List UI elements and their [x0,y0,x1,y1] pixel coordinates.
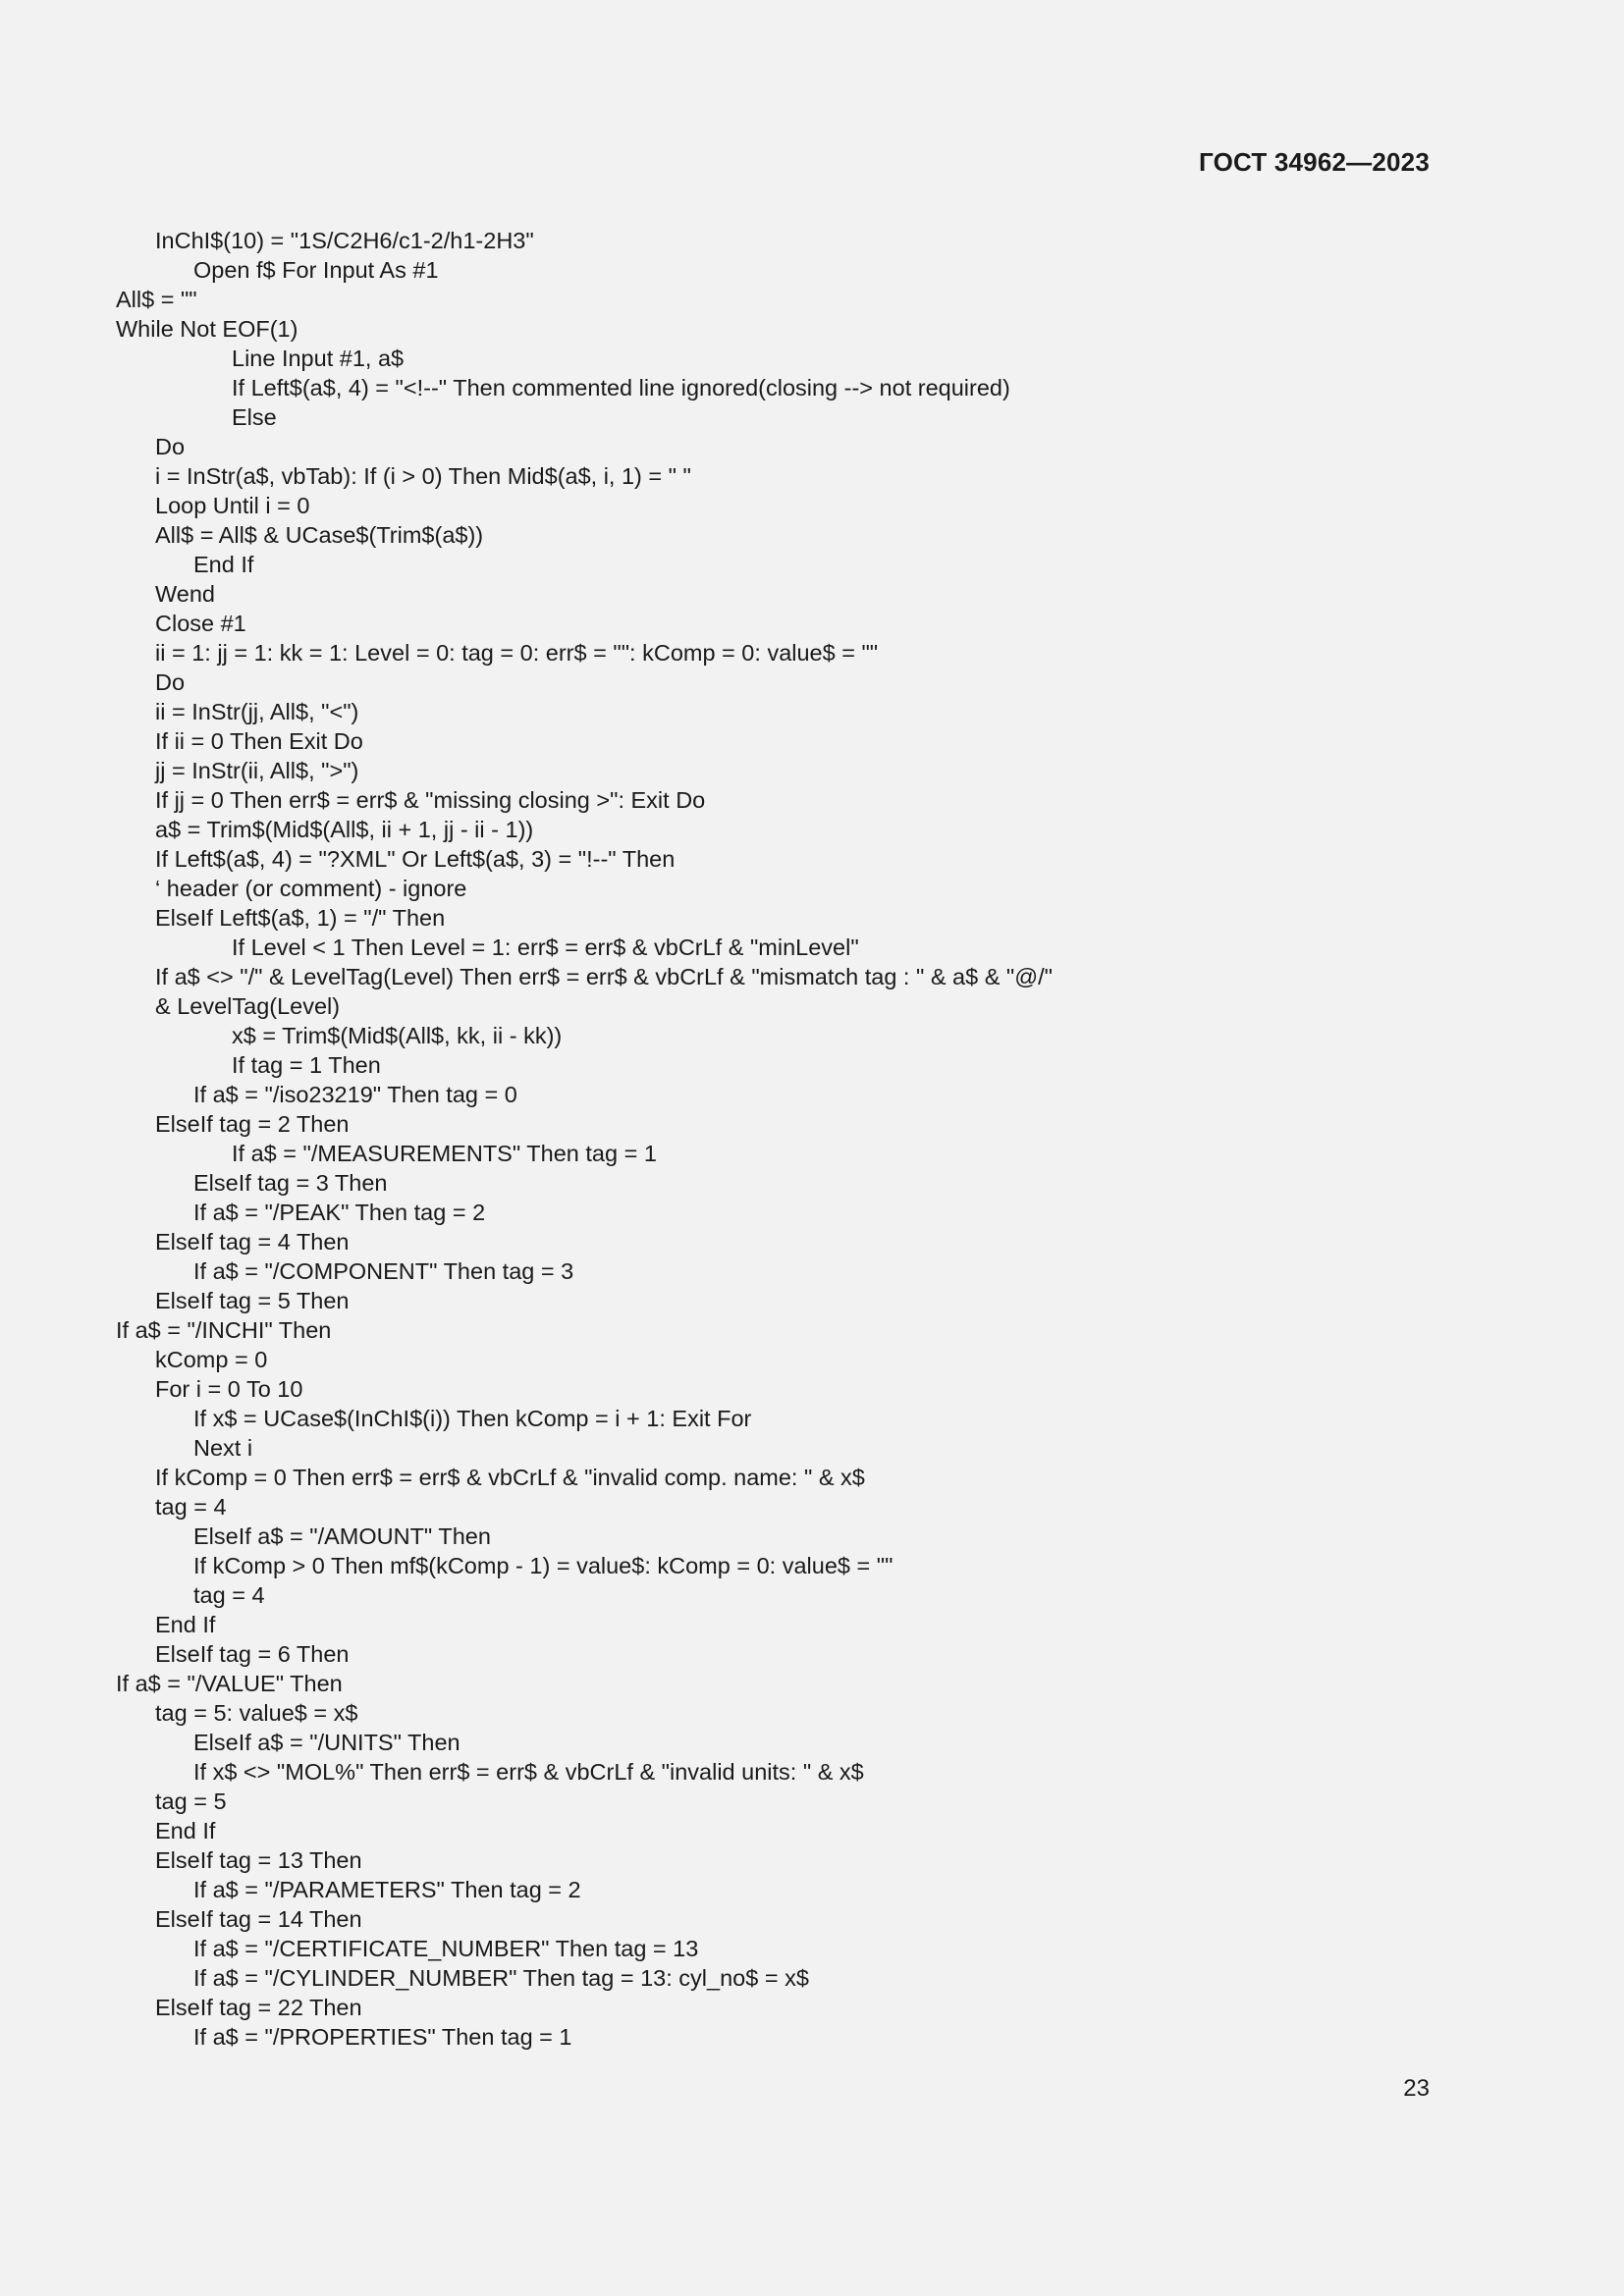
code-line: ElseIf a$ = "/AMOUNT" Then [193,1523,491,1549]
code-line: If jj = 0 Then err$ = err$ & "missing closing >": Exit Do [155,787,706,813]
code-listing [116,226,1490,2052]
code-line: Loop Until i = 0 [155,493,310,518]
code-line: ElseIf tag = 22 Then [155,1995,362,2020]
code-line: End If [155,1612,216,1637]
code-line: ElseIf tag = 6 Then [155,1641,350,1667]
code-line: Wend [155,581,215,607]
code-line: If x$ <> "MOL%" Then err$ = err$ & vbCrLf & "invalid units: " & x$ [193,1759,864,1785]
code-line: Do [155,434,186,459]
code-line: Next i [193,1435,253,1461]
code-line: ElseIf tag = 4 Then [155,1229,350,1255]
code-line: If ii = 0 Then Exit Do [155,728,363,754]
code-line: If a$ = "/PARAMETERS" Then tag = 2 [193,1877,581,1902]
code-line: If Left$(a$, 4) = "?XML" Or Left$(a$, 3) = "!--" Then [155,846,676,872]
code-line: If Level < 1 Then Level = 1: err$ = err$ & vbCrLf & "minLevel" [232,934,859,960]
code-line: kComp = 0 [155,1347,268,1372]
code-line: If a$ = "/CERTIFICATE_NUMBER" Then tag = 13 [193,1936,699,1961]
code-line: If a$ = "/INCHI" Then [116,1317,332,1343]
code-line: If tag = 1 Then [232,1052,381,1078]
code-line: x$ = Trim$(Mid$(All$, kk, ii - kk)) [232,1023,563,1048]
code-line: If a$ <> "/" & LevelTag(Level) Then err$ = err$ & vbCrLf & "mismatch tag : " & a$ & "@/" [155,964,1053,989]
code-line: tag = 5 [155,1789,227,1814]
code-line: Line Input #1, a$ [232,346,405,371]
code-line: ‘ header (or comment) - ignore [155,876,467,901]
code-line: If a$ = "/PEAK" Then tag = 2 [193,1200,486,1225]
code-line: End If [193,552,254,577]
code-line: If kComp > 0 Then mf$(kComp - 1) = value$: kComp = 0: value$ = "" [193,1553,893,1578]
code-line: Close #1 [155,611,246,636]
code-line: If a$ = "/CYLINDER_NUMBER" Then tag = 13: cyl_no$ = x$ [193,1965,809,1991]
code-line: i = InStr(a$, vbTab): If (i > 0) Then Mid$(a$, i, 1) = " " [155,463,691,489]
code-line: If a$ = "/MEASUREMENTS" Then tag = 1 [232,1141,657,1166]
code-line: For i = 0 To 10 [155,1376,303,1402]
code-line: End If [155,1818,216,1843]
code-line: ElseIf tag = 5 Then [155,1288,350,1313]
code-line: tag = 4 [155,1494,227,1520]
code-line: ElseIf tag = 3 Then [193,1170,388,1196]
code-line: If a$ = "/VALUE" Then [116,1671,343,1696]
code-line: Else [232,404,277,430]
code-line: If Left$(a$, 4) = "<!--" Then commented line ignored(closing --> not required) [232,375,1010,400]
code-line: If kComp = 0 Then err$ = err$ & vbCrLf & "invalid comp. name: " & x$ [155,1465,865,1490]
code-line: ElseIf tag = 2 Then [155,1111,350,1137]
code-line: If a$ = "/PROPERTIES" Then tag = 1 [193,2024,572,2050]
code-line: jj = InStr(ii, All$, ">") [155,758,359,783]
code-line: While Not EOF(1) [116,316,298,342]
code-line: ElseIf a$ = "/UNITS" Then [193,1730,460,1755]
code-line: Open f$ For Input As #1 [193,257,439,283]
page-number: 23 [1403,2075,1430,2102]
code-line: ii = 1: jj = 1: kk = 1: Level = 0: tag = 0: err$ = "": kComp = 0: value$ = "" [155,640,879,666]
code-line: All$ = All$ & UCase$(Trim$(a$)) [155,522,484,548]
code-line: Do [155,669,186,695]
code-line: If a$ = "/iso23219" Then tag = 0 [193,1082,517,1107]
code-line: a$ = Trim$(Mid$(All$, ii + 1, jj - ii - 1)) [155,817,534,842]
document-standard-header: ГОСТ 34962—2023 [1199,147,1430,177]
code-line: If x$ = UCase$(InChI$(i)) Then kComp = i + 1: Exit For [193,1406,752,1431]
code-line: ElseIf tag = 13 Then [155,1847,362,1873]
code-line: ii = InStr(jj, All$, "<") [155,699,359,724]
code-line: ElseIf tag = 14 Then [155,1906,362,1932]
code-line: All$ = "" [116,287,197,312]
code-line: If a$ = "/COMPONENT" Then tag = 3 [193,1258,574,1284]
code-line: InChI$(10) = "1S/C2H6/c1-2/h1-2H3" [155,228,534,253]
code-line: ElseIf Left$(a$, 1) = "/" Then [155,905,446,931]
code-line: tag = 5: value$ = x$ [155,1700,358,1726]
code-line: & LevelTag(Level) [155,993,341,1019]
code-line: tag = 4 [193,1582,265,1608]
